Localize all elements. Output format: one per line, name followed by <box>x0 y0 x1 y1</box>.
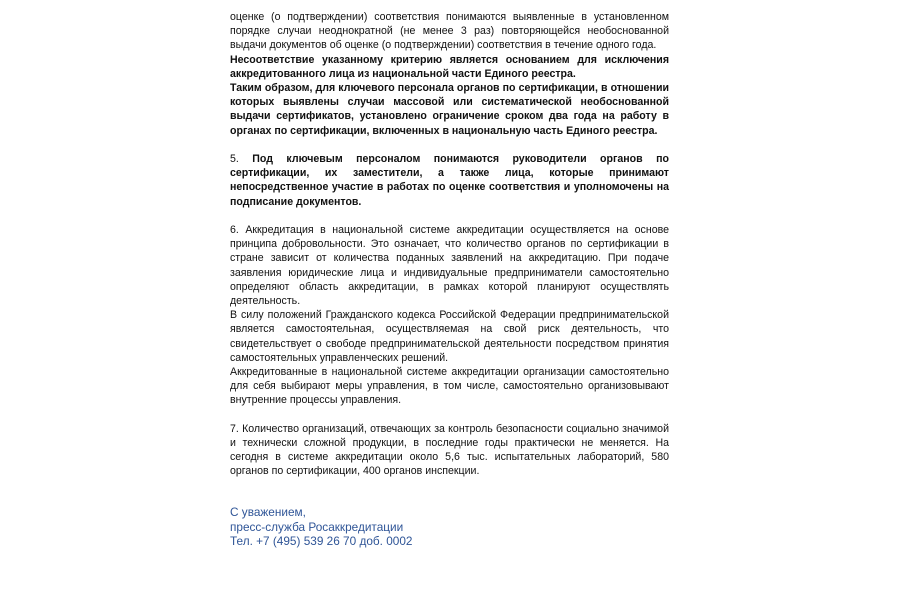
paragraph-item-6: 6. Аккредитация в национальной системе аккредитации осуществляется на основе принципа добровольности. Это означает, что количество органов по сертификации в стране зависит от количества поданных заявлений на аккредитацию. При подаче заявления юридические лица и индивидуальные предприниматели самостоятельно определяют область аккредитации, в рамках которой планируют осуществлять деятельность. <box>230 224 669 308</box>
paragraph-gap <box>230 408 669 422</box>
paragraph-gap <box>230 138 669 152</box>
paragraph-exclusion-basis: Несоответствие указанному критерию является основанием для исключения аккредитованного лица из национальной части Единого реестра. <box>230 53 669 80</box>
paragraph-item-5 <box>230 152 669 209</box>
paragraph-criteria-definition: оценке (о подтверждении) соответствия понимаются выявленные в установленном порядке случаи неоднократной (не менее 3 раз) повторяющейся необоснованной выдачи документов об оценке (о подтверждении) соответствия в течение одного года. <box>230 11 669 52</box>
paragraph-civil-code: В силу положений Гражданского кодекса Российской Федерации предпринимательской является самостоятельная, осуществляемая на свой риск деятельность, что свидетельствует о свободе предпринимательской деятельности посредством принятия самостоятельных управленческих решений. <box>230 309 669 364</box>
item-5-text: Под ключевым персоналом понимаются руководители органов по сертификации, их заместители, а также лица, которые принимают непосредственное участие в работах по оценке соответствия и уполномочены на подписание документов. <box>230 153 669 208</box>
paragraph-management: Аккредитованные в национальной системе аккредитации организации самостоятельно для себя выбирают меры управления, в том числе, самостоятельно организовывают внутренние процессы управления. <box>230 366 669 407</box>
paragraph-gap <box>230 209 669 223</box>
signature-sender: пресс-служба Росаккредитации <box>230 519 404 534</box>
document-body <box>230 10 669 479</box>
signature-block <box>230 505 412 549</box>
item-5-number: 5. <box>230 153 239 166</box>
paragraph-restriction: Таким образом, для ключевого персонала органов по сертификации, в отношении которых выявлены случаи массовой или систематической необоснованной выдачи сертификатов, установлено ограничение сроком два года на работу в органах по сертификации, включенных в национальную часть Единого реестра. <box>230 82 669 137</box>
paragraph-item-7: 7. Количество организаций, отвечающих за контроль безопасности социально значимой и технически сложной продукции, в последние годы практически не меняется. На сегодня в системе аккредитации около 5,6 тыс. испытательных лабораторий, 580 органов по сертификации, 400 органов инспекции. <box>230 422 669 478</box>
signature-phone: Тел. +7 (495) 539 26 70 доб. 0002 <box>230 534 413 549</box>
signature-greeting: С уважением, <box>230 505 306 519</box>
